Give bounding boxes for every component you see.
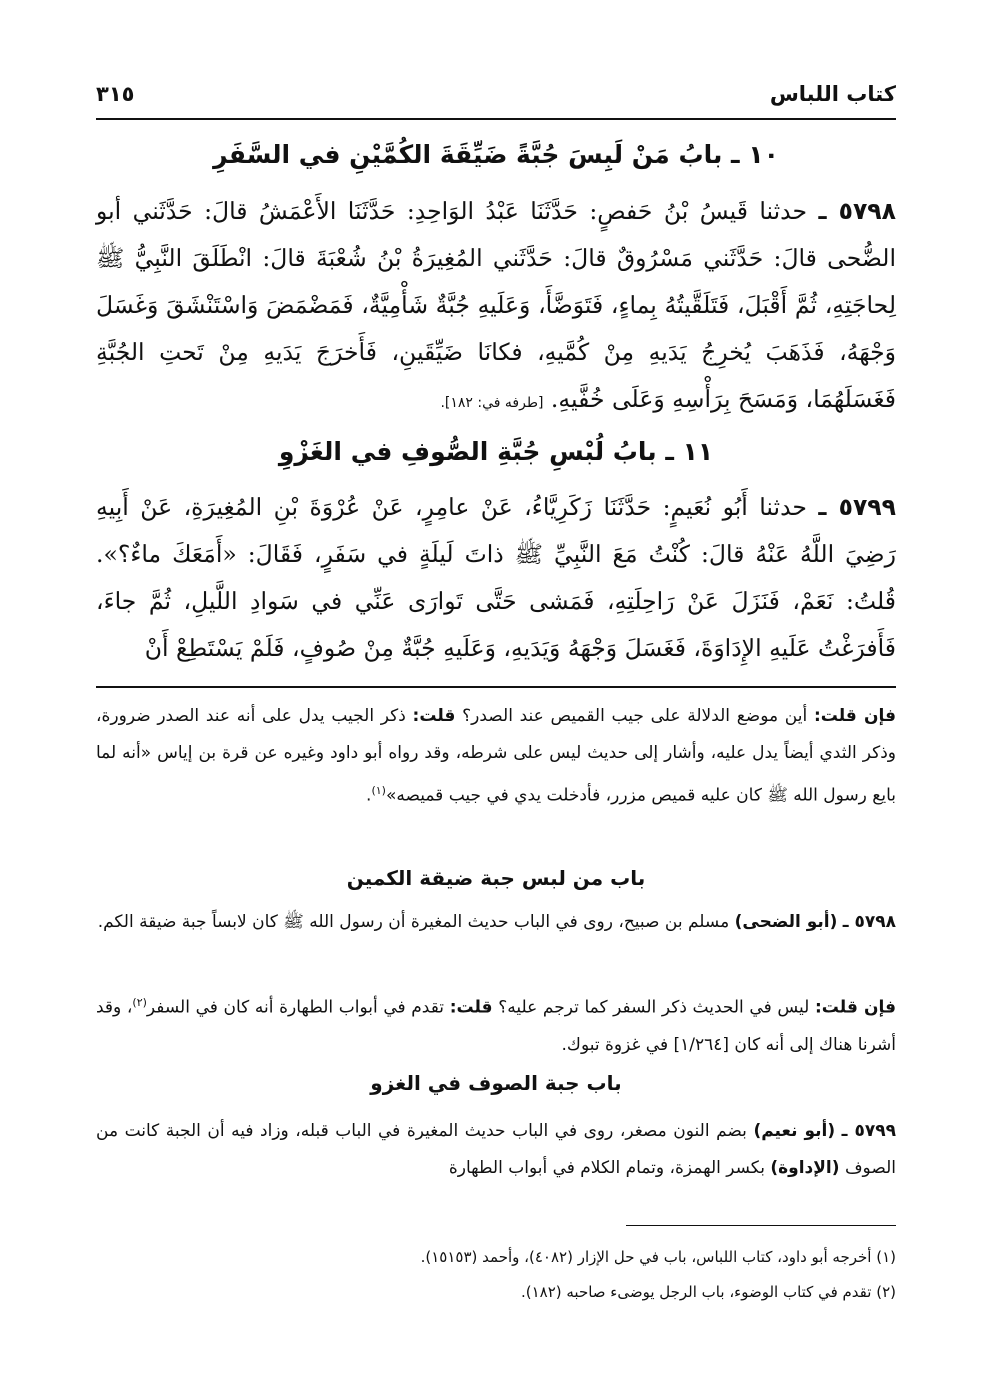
hadith-5799 (96, 484, 896, 672)
running-header (96, 78, 896, 114)
hadith-number: ٥٧٩٨ ـ (842, 912, 896, 932)
hadith-5798 (96, 188, 896, 427)
answer-text-continued: ، وقد أشرنا هناك إلى أنه كان [١/٢٦٤] في غزوة تبوك. (96, 997, 896, 1055)
question-text: ليس في الحديث ذكر السفر كما ترجم عليه؟ (498, 997, 810, 1018)
narrator-name: (أبو نعيم) (753, 1121, 836, 1141)
hadith-text: حدثنا أَبُو نُعَيمٍ: حَدَّثَنَا زَكَرِيَّاءُ، عَنْ عامِرٍ، عَنْ عُرْوَةَ بْنِ المُغِيرَةِ، عَنْ أَبِيهِ رَضِيَ اللَّهُ عَنْهُ قالَ: كُنْتُ مَعَ النَّبِيِّ ﷺ ذاتَ لَيلَةٍ في سَفَرٍ، فَقَالَ: «أَمَعَكَ ماءٌ؟». قُلتُ: نَعَمْ، فَنَزَلَ عَنْ رَاحِلَتِهِ، فَمَشى حَتَّى تَوارَى عَنِّي في سَوادِ اللَّيلِ، ثُمَّ جاءَ، فَأَفرَغْتُ عَلَيهِ الإِدَاوَةَ، فَغَسَلَ وَجْهَهُ وَيَدَيهِ، وَعَلَيهِ جُبَّةٌ مِنْ صُوفٍ، فَلَمْ يَسْتَطِعْ أَنْ (96, 493, 896, 662)
answer-label: قلت: (449, 997, 493, 1018)
question-text: أين موضع الدلالة على جيب القميص عند الصدر؟ (462, 706, 808, 726)
chapter-title-10: ١٠ ـ بابُ مَنْ لَبِسَ جُبَّةً ضَيِّقَةَ الكُمَّيْنِ في السَّفَرِ (213, 140, 779, 169)
commentary-heading: باب من لبس جبة ضيقة الكمين (346, 866, 646, 890)
commentary-paragraph (96, 1113, 896, 1187)
footnote-marker: (٢) (132, 996, 147, 1009)
term: (الإداوة) (770, 1158, 840, 1178)
hadith-reference: [طرفه في: ١٨٢]. (440, 395, 544, 411)
commentary-text-continued: بكسر الهمزة، وتمام الكلام في أبواب الطهارة (448, 1158, 765, 1178)
footnote-1: (١) أخرجه أبو داود، كتاب اللباس، باب في حل الإزار (٤٠٨٢)، وأحمد (١٥١٥٣). (420, 1248, 896, 1266)
footnotes (96, 1240, 896, 1310)
answer-text: تقدم في أبواب الطهارة أنه كان في السفر (146, 997, 445, 1018)
footnote-2: (٢) تقدم في كتاب الوضوء، باب الرجل يوضىء صاحبه (١٨٢). (520, 1283, 896, 1301)
answer-label: قلت: (412, 706, 456, 726)
commentary-paragraph (96, 698, 896, 815)
commentary-heading: باب جبة الصوف في الغزو (370, 1071, 622, 1095)
header-rule (96, 118, 896, 120)
page (96, 0, 896, 1397)
sentence-end: . (366, 785, 372, 806)
chapter-title-11: ١١ ـ بابُ لُبْسِ جُبَّةِ الصُّوفِ في الغَزْوِ (278, 437, 714, 466)
commentary-text: مسلم بن صبيح، روى في الباب حديث المغيرة أن رسول الله ﷺ كان لابساً جبة ضيقة الكم. (97, 912, 730, 932)
question-label: فإن قلت: (813, 706, 897, 726)
footnote-marker: (١) (371, 784, 386, 797)
hadith-text: حدثنا قَيسُ بْنُ حَفصٍ: حَدَّثَنَا عَبْدُ الوَاحِدِ: حَدَّثَنَا الأَعْمَشُ قالَ: حَدَّثَني أبو الضُّحى قالَ: حَدَّثَني مَسْرُوقٌ قالَ: حَدَّثَني المُغِيرَةُ بْنُ شُعْبَةَ قالَ: انْطَلَقَ النَّبِيُّ ﷺ لِحاجَتِهِ، ثُمَّ أَقْبَلَ، فَتَلَقَّيتُهُ بِماءٍ، فَتَوَضَّأَ، وَعَلَيهِ جُبَّةٌ شَأْمِيَّةٌ، فَمَضْمَضَ وَاسْتَنْشَقَ وَغَسَلَ وَجْهَهُ، فَذَهَبَ يُخرِجُ يَدَيهِ مِنْ كُمَّيهِ، فكانَا ضَيِّقَينِ، فَأَخرَجَ يَدَيهِ مِنْ تَحتِ الجُبَّةِ فَغَسَلَهُمَا، وَمَسَحَ بِرَأْسِهِ وَعَلَى خُفَّيهِ. (96, 197, 896, 413)
footnote-divider (626, 1225, 896, 1226)
question-label: فإن قلت: (814, 997, 897, 1018)
page-number: ٣١٥ (96, 82, 135, 106)
hadith-number: ٥٧٩٩ ـ (841, 1121, 897, 1141)
hadith-number: ٥٧٩٩ ـ (818, 493, 896, 521)
answer-text: ذكر الجيب يدل على أنه عند الصدر ضرورة، وذكر الثدي أيضاً يدل عليه، وأشار إلى حديث ليس على شرطه، وقد رواه أبو داود وغيره عن قرة بن إياس «أنه لما بايع رسول الله ﷺ كان عليه قميص مزرر، فأدخلت يدي في جيب قميصه» (96, 706, 896, 806)
commentary-divider (96, 686, 896, 688)
narrator-name: (أبو الضحى) (734, 912, 838, 932)
commentary-text: بضم النون مصغر، روى في الباب حديث المغيرة في الباب قبله، وزاد فيه أن الجبة كانت من الصوف (96, 1121, 896, 1178)
commentary-paragraph (96, 904, 896, 941)
book-title: كتاب اللباس (769, 82, 896, 106)
commentary-paragraph (96, 984, 896, 1064)
hadith-number: ٥٧٩٨ ـ (818, 197, 896, 225)
